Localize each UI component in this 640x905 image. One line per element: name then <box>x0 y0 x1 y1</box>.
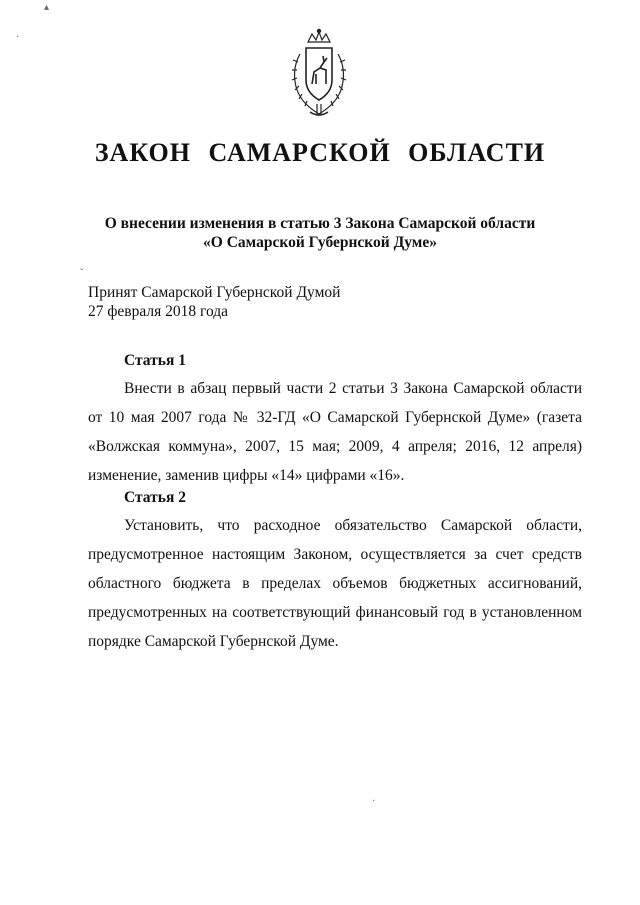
adoption-date: 27 февраля 2018 года <box>88 303 229 320</box>
paragraph-line: «Волжская коммуна», 2007, 15 мая; 2009, 4 апреля; 2016, 12 апреля) <box>88 438 582 455</box>
paragraph-line: порядке Самарской Губернской Думе. <box>88 633 339 650</box>
subtitle-line: О внесении изменения в статью 3 Закона Самарской области <box>104 215 536 232</box>
article-2-heading: Статья 2 <box>124 489 186 506</box>
paragraph-line: изменение, заменив цифры «14» цифрами «16». <box>88 467 405 484</box>
samara-coat-of-arms-icon <box>286 28 352 120</box>
article-2-text <box>88 511 582 656</box>
paragraph-line: областного бюджета в пределах объемов бюджетных ассигнований, <box>88 575 582 592</box>
law-title: ЗАКОН САМАРСКОЙ ОБЛАСТИ <box>94 138 546 167</box>
paragraph-line: Установить, что расходное обязательство Самарской области, <box>124 517 582 534</box>
adoption-line: Принят Самарской Губернской Думой <box>88 284 341 301</box>
paragraph-line: от 10 мая 2007 года № 32-ГД «О Самарской Губернской Думе» (газета <box>88 409 582 426</box>
paragraph-line: предусмотренное настоящим Законом, осуществляется за счет средств <box>88 546 582 563</box>
scan-mark: · <box>372 796 376 807</box>
article-1-heading: Статья 1 <box>124 352 186 369</box>
law-subtitle <box>0 214 640 252</box>
adoption-info <box>88 283 340 321</box>
scan-mark: ˇ <box>80 268 84 279</box>
scan-mark: · <box>16 32 20 43</box>
article-1-text <box>88 374 582 490</box>
subtitle-line: «О Самарской Губернской Думе» <box>203 234 437 251</box>
scan-mark: ▴ <box>44 2 50 13</box>
paragraph-line: предусмотренных на соответствующий финансовый год в установленном <box>88 604 582 621</box>
paragraph-line: Внести в абзац первый части 2 статьи 3 Закона Самарской области <box>124 380 582 397</box>
